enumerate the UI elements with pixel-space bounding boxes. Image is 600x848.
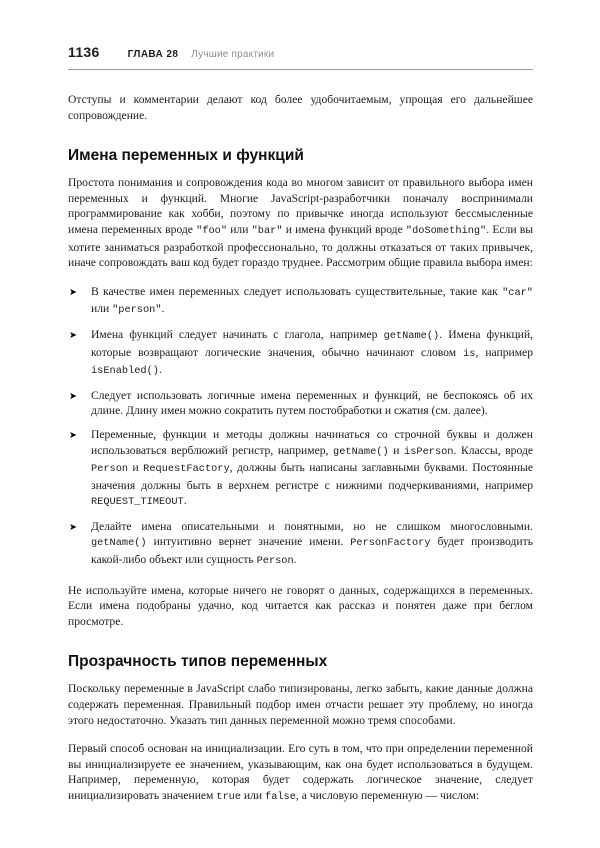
paragraph: [68, 175, 533, 271]
inline-code: "doSomething": [405, 224, 487, 237]
paragraph: [68, 583, 533, 630]
text-run: Следует использовать логичные имена переменных и функций, не беспокоясь об их длине. Длину имен можно сократить путем постобработки и сжатия (см. далее).: [91, 388, 533, 418]
inline-code: is: [463, 347, 476, 360]
inline-code: Person: [256, 555, 294, 568]
text-run: . Имена функций, которые возвращают логические значения, обычно начинают словом: [91, 327, 533, 359]
arrow-bullet-icon: ➤: [69, 329, 77, 341]
text-run: и имена функций вроде: [282, 222, 406, 236]
list-item: [68, 427, 533, 511]
body-copy: [68, 92, 533, 806]
inline-code: Person: [91, 463, 129, 476]
text-run: Отступы и комментарии делают код более удобочитаемым, упрощая его дальнейшее сопровождение.: [68, 93, 533, 122]
paragraph: [68, 741, 533, 805]
inline-code: REQUEST_TIMEOUT: [91, 496, 184, 509]
inline-code: RequestFactory: [143, 463, 230, 476]
text-run: Имена функций следует начинать с глагола, например: [91, 327, 384, 341]
arrow-bullet-icon: ➤: [69, 521, 77, 533]
section-heading-types: Прозрачность типов переменных: [68, 653, 328, 671]
list-item: [68, 519, 533, 570]
inline-code: "person": [112, 304, 162, 317]
text-run: Не используйте имена, которые ничего не говорят о данных, содержащихся в переменных. Если имена подобраны удачно, код читается как рассказ и понятен даже при беглом просмотре.: [68, 583, 533, 628]
list-item-text: [91, 285, 533, 316]
list-item-text: [91, 389, 533, 418]
chapter-label: ГЛАВА 28: [127, 49, 179, 60]
text-run: и: [388, 443, 405, 457]
list-item-text: [91, 428, 533, 507]
arrow-bullet-icon: ➤: [69, 286, 77, 298]
text-run: будет производить какой-либо объект или сущность: [91, 535, 533, 567]
inline-code: PersonFactory: [350, 537, 431, 550]
arrow-bullet-icon: ➤: [69, 390, 77, 402]
list-item: [68, 284, 533, 319]
chapter-title: Лучшие практики: [191, 49, 275, 60]
inline-code: "foo": [196, 224, 228, 237]
text-run: или: [241, 789, 266, 802]
text-run: или: [227, 222, 252, 236]
inline-code: false: [265, 791, 296, 803]
text-run: Переменные, функции и методы должны начинаться со строчной буквы и должен использоваться верблюжий регистр, например,: [91, 427, 533, 457]
list-item: [68, 327, 533, 380]
arrow-bullet-icon: ➤: [69, 429, 77, 441]
inline-code: getName(): [333, 445, 389, 458]
text-run: , например: [475, 345, 534, 359]
list-item-text: [91, 520, 533, 566]
paragraph: [68, 681, 533, 728]
text-run: .: [293, 553, 297, 567]
text-run: . Классы, вроде: [453, 443, 533, 457]
list-item-text: [91, 328, 533, 376]
text-run: интуитивно вернет значение имени.: [146, 535, 351, 549]
text-run: Простота понимания и сопровождения кода во многом зависит от правильного выбора имен переменных и функций. Многие JavaScript-разработчики поначалу воспринимали программирование как хобби, поэтому по привычке иногда используют бессмысленные имена переменных вроде: [68, 176, 533, 236]
inline-code: isPerson: [404, 445, 454, 458]
running-head: [68, 44, 533, 70]
text-run: , а числовую переменную — числом:: [295, 789, 480, 802]
text-run: или: [91, 302, 113, 316]
naming-rules-list: [68, 284, 533, 570]
inline-code: getName(): [383, 329, 440, 342]
intro-paragraph: [68, 92, 533, 123]
list-item: [68, 388, 533, 419]
text-run: .: [158, 363, 162, 377]
inline-code: isEnabled(): [91, 365, 159, 378]
text-run: Поскольку переменные в JavaScript слабо типизированы, легко забыть, какие данные должна содержать переменная. Правильный подбор имен отчасти решает эту проблему, но иногда этого недостаточно. Указать тип данных переменной можно тремя способами.: [68, 682, 533, 727]
text-run: , должны быть написаны заглавными буквами. Постоянные значения должны быть в верхнем регистре с нижними подчеркиваниями, например: [91, 461, 533, 492]
text-run: .: [161, 302, 165, 316]
text-run: В качестве имен переменных следует использовать существительные, такие как: [91, 284, 503, 298]
inline-code: true: [216, 791, 242, 803]
page-number: 1136: [68, 44, 100, 60]
inline-code: "bar": [251, 224, 283, 237]
inline-code: "car": [502, 286, 533, 299]
inline-code: getName(): [91, 537, 147, 550]
text-run: . Если вы хотите заниматься разработкой профессионально, то должны отказаться от таких привычек, иначе сопровождать ваш код будет гораздо труднее. Рассмотрим общие правила выбора имен:: [68, 222, 533, 270]
section-heading-naming: Имена переменных и функций: [68, 147, 304, 165]
text-run: Делайте имена описательными и понятными, но не слишком многословными.: [91, 519, 533, 533]
text-run: .: [183, 494, 187, 508]
text-run: Первый способ основан на инициализации. Его суть в том, что при определении переменной вы инициализируете ее значением, указывающим, как она будет использоваться в будущем. Например, переменную, которая будет содержать логическое значение, следует инициализировать значением: [68, 742, 533, 802]
text-run: и: [128, 461, 144, 475]
